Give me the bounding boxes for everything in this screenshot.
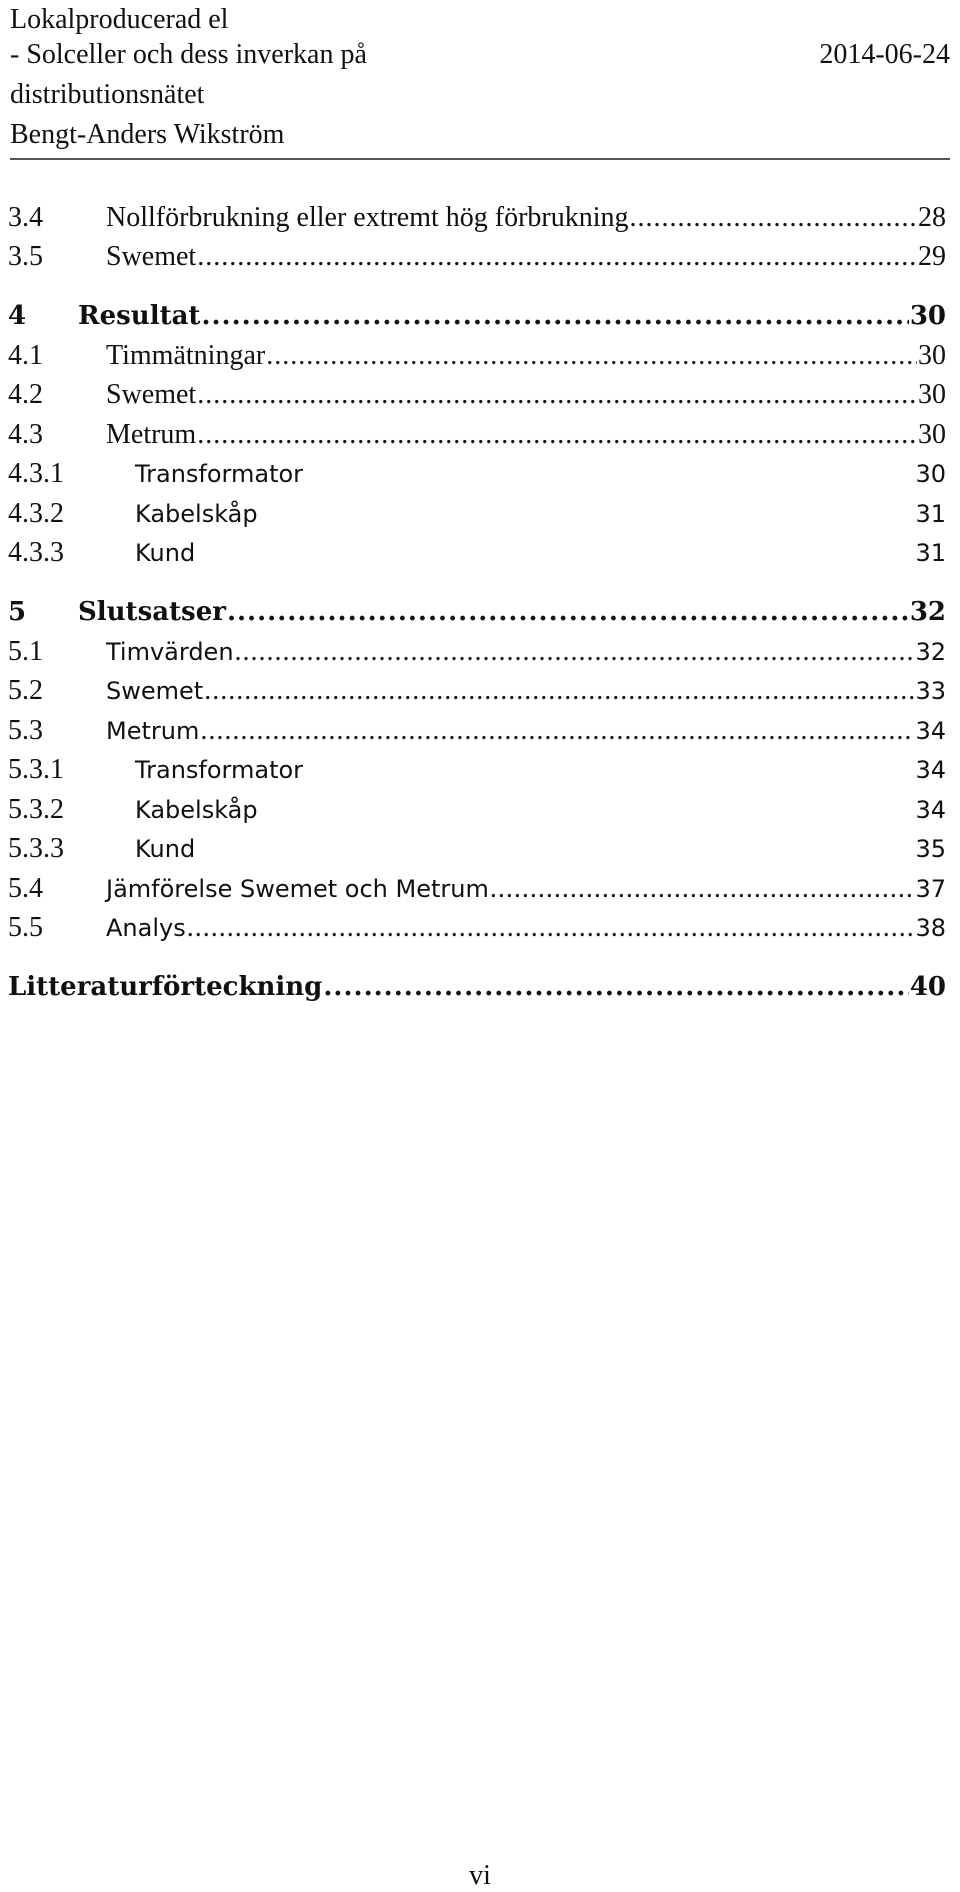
toc-entry-number: 5.2 xyxy=(8,675,43,706)
toc-entry[interactable] xyxy=(8,237,946,277)
toc-entry-title: Analys xyxy=(106,914,186,942)
toc-entry-title: Swemet xyxy=(106,379,197,410)
toc-entry-page: 30 xyxy=(918,419,946,450)
toc-entry-page: 28 xyxy=(918,202,946,233)
toc-entry-page: 33 xyxy=(915,677,946,705)
toc-entry-page: 38 xyxy=(915,914,946,942)
toc-leader-dots xyxy=(490,869,915,909)
toc-leader-dots xyxy=(204,671,914,711)
page-number: vi xyxy=(469,1860,491,1891)
toc-entry-number: 4.3.3 xyxy=(8,537,64,568)
toc-leader-dots xyxy=(200,711,914,751)
toc-leader-dots xyxy=(630,198,917,238)
toc-entry-page: 34 xyxy=(915,796,946,824)
toc-entry-title: Timvärden xyxy=(106,638,234,666)
toc-entry-number: 5.3.3 xyxy=(8,833,64,864)
toc-entry-page: 37 xyxy=(915,875,946,903)
toc-subsection-entry[interactable] xyxy=(8,533,946,573)
toc-subsection-entry[interactable] xyxy=(8,454,946,494)
toc-entry-number: 3.5 xyxy=(8,241,43,272)
toc-entry-page: 30 xyxy=(915,460,946,488)
toc-entry[interactable] xyxy=(8,869,946,909)
toc-entry-title: Swemet xyxy=(106,677,204,705)
toc-leader-dots xyxy=(323,967,908,1007)
toc-leader-dots xyxy=(201,296,908,336)
toc-entry[interactable] xyxy=(8,711,946,751)
toc-entry-title: Jämförelse Swemet och Metrum xyxy=(106,875,489,903)
toc-entry-title: Resultat xyxy=(78,301,201,331)
toc-entry-number: 5.4 xyxy=(8,873,43,904)
header-title-line-2: - Solceller och dess inverkan på xyxy=(10,39,367,70)
toc-entry-title: Nollförbrukning eller extremt hög förbrukning xyxy=(106,202,629,233)
toc-entry-page: 30 xyxy=(918,340,946,371)
toc-entry-page: 31 xyxy=(915,539,946,567)
toc-entry[interactable] xyxy=(8,671,946,711)
toc-entry-page: 34 xyxy=(915,756,946,784)
toc-subsection-entry[interactable] xyxy=(8,750,946,790)
toc-leader-dots xyxy=(197,237,917,277)
toc-entry-title: Litteraturförteckning xyxy=(8,972,323,1002)
toc-entry-title: Slutsatser xyxy=(78,597,226,627)
toc-entry-number: 5.3.1 xyxy=(8,754,64,785)
toc-bibliography-entry[interactable] xyxy=(8,967,946,1007)
toc-entry-page: 34 xyxy=(915,717,946,745)
toc-entry-page: 29 xyxy=(918,241,946,272)
toc-entry[interactable] xyxy=(8,198,946,238)
toc-leader-dots xyxy=(197,415,917,455)
toc-entry-page: 40 xyxy=(909,972,946,1002)
toc-entry-title: Kabelskåp xyxy=(135,796,258,824)
toc-entry-title: Timmätningar xyxy=(106,340,266,371)
toc-entry-title: Kund xyxy=(135,835,196,863)
toc-entry-title: Metrum xyxy=(106,717,200,745)
toc-leader-dots xyxy=(235,632,915,672)
toc-entry[interactable] xyxy=(8,375,946,415)
toc-entry-number: 4.3.1 xyxy=(8,458,64,489)
toc-entry-number: 3.4 xyxy=(8,202,43,233)
toc-subsection-entry[interactable] xyxy=(8,494,946,534)
toc-entry[interactable] xyxy=(8,336,946,376)
toc-entry-title: Transformator xyxy=(135,756,304,784)
toc-chapter-entry[interactable] xyxy=(8,592,946,632)
running-header xyxy=(10,0,950,160)
header-title-line-1: Lokalproducerad el xyxy=(10,4,229,35)
toc-subsection-entry[interactable] xyxy=(8,829,946,869)
toc-subsection-entry[interactable] xyxy=(8,790,946,830)
toc-entry-number: 5.1 xyxy=(8,636,43,667)
toc-entry[interactable] xyxy=(8,908,946,948)
toc-entry-title: Transformator xyxy=(135,460,304,488)
toc-entry-number: 5.5 xyxy=(8,912,43,943)
header-date: 2014-06-24 xyxy=(819,39,950,70)
toc-entry-page: 32 xyxy=(915,638,946,666)
toc-entry-page: 35 xyxy=(915,835,946,863)
toc-entry-number: 5.3 xyxy=(8,715,43,746)
toc-leader-dots xyxy=(227,592,909,632)
toc-entry-title: Kund xyxy=(135,539,196,567)
toc-entry-number: 5.3.2 xyxy=(8,794,64,825)
toc-entry-number: 4.2 xyxy=(8,379,43,410)
toc-entry-number: 4.1 xyxy=(8,340,43,371)
header-title-line-3: distributionsnätet xyxy=(10,79,205,110)
toc-entry-number: 5 xyxy=(8,597,27,627)
toc-leader-dots xyxy=(187,908,915,948)
toc-entry-number: 4.3.2 xyxy=(8,498,64,529)
toc-entry-page: 30 xyxy=(918,379,946,410)
toc-entry-page: 32 xyxy=(909,597,946,627)
toc-entry-title: Kabelskåp xyxy=(135,500,258,528)
toc-entry-number: 4.3 xyxy=(8,419,43,450)
toc-entry[interactable] xyxy=(8,632,946,672)
toc-leader-dots xyxy=(266,336,917,376)
toc-entry-page: 30 xyxy=(909,301,946,331)
toc-entry[interactable] xyxy=(8,415,946,455)
header-author: Bengt-Anders Wikström xyxy=(10,119,285,150)
toc-entry-title: Swemet xyxy=(106,241,197,272)
toc-entry-page: 31 xyxy=(915,500,946,528)
toc-chapter-entry[interactable] xyxy=(8,296,946,336)
toc-entry-number: 4 xyxy=(8,301,27,331)
toc-leader-dots xyxy=(197,375,917,415)
toc-entry-title: Metrum xyxy=(106,419,197,450)
